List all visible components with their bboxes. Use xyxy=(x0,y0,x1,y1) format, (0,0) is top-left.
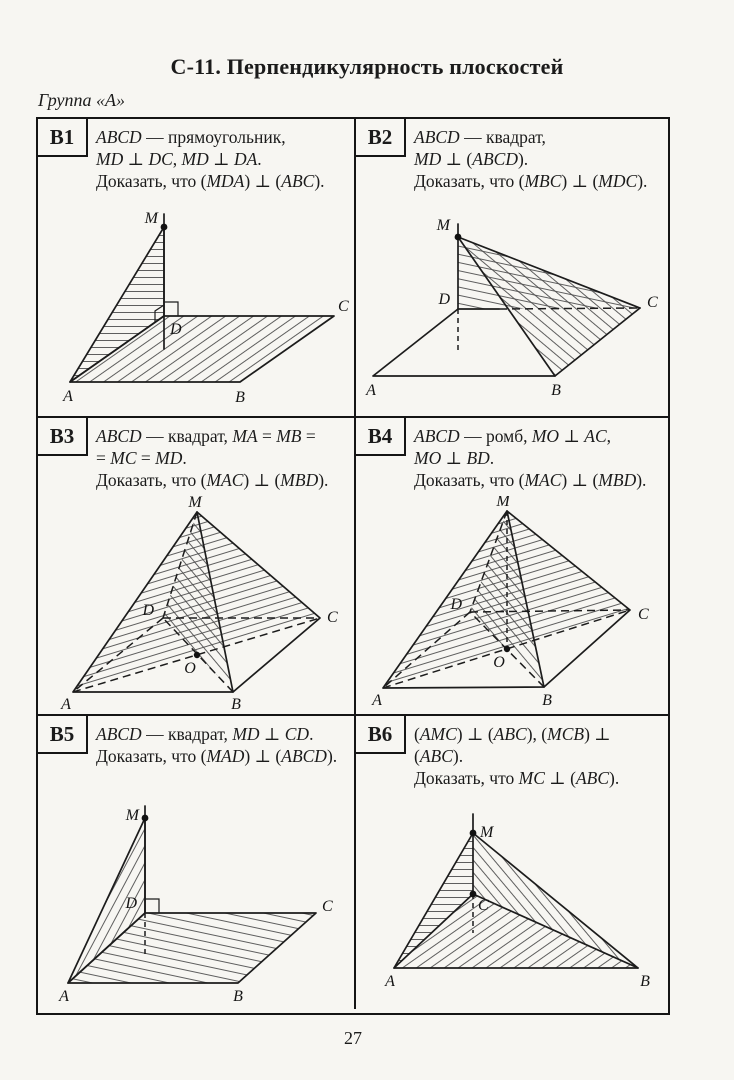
vertex-label-a: A xyxy=(385,973,395,990)
problem-badge-b1: В1 xyxy=(36,117,88,157)
point-o-dot xyxy=(504,646,510,652)
problem-line: Доказать, что (MAC) ⊥ (MBD). xyxy=(414,470,647,490)
figure-b3 xyxy=(40,496,352,714)
vertex-label-a: A xyxy=(366,382,376,399)
vertex-label-a: A xyxy=(61,696,71,713)
point-o-dot xyxy=(194,652,200,658)
problem-badge-b5: В5 xyxy=(36,714,88,754)
vertex-label-m: M xyxy=(436,217,450,234)
problem-card-b2 xyxy=(354,119,668,416)
problem-card-b3 xyxy=(38,416,354,714)
problem-card-b5 xyxy=(38,714,354,1009)
figure-b6 xyxy=(362,796,668,1008)
problem-badge-b2: В2 xyxy=(354,117,406,157)
problems-table xyxy=(36,117,670,1015)
figure-b5 xyxy=(40,796,352,1008)
vertex-label-d: D xyxy=(125,895,137,912)
problem-line: ABCD — квадрат, MA = MB = xyxy=(96,426,316,446)
figure-b2 xyxy=(362,197,668,415)
problem-badge-b3: В3 xyxy=(36,416,88,456)
problem-line: ABCD — ромб, MO ⊥ AC, xyxy=(414,426,612,446)
problem-line: ABCD — квадрат, MD ⊥ CD. xyxy=(96,724,314,744)
point-m-dot xyxy=(455,234,462,241)
vertex-label-b: B xyxy=(233,988,243,1005)
problem-line: ABCD — квадрат, xyxy=(414,127,546,147)
vertex-label-c: C xyxy=(647,294,658,311)
problem-card-b4 xyxy=(354,416,668,714)
problem-text-b3 xyxy=(96,425,348,491)
problem-badge-b6: В6 xyxy=(354,714,406,754)
vertex-label-m: M xyxy=(480,824,494,841)
vertex-label-m: M xyxy=(188,496,202,511)
vertex-label-b: B xyxy=(551,382,561,399)
vertex-label-d: D xyxy=(450,596,462,613)
problem-text-b4 xyxy=(414,425,662,491)
vertex-label-c: C xyxy=(638,606,649,623)
problem-text-b1 xyxy=(96,126,348,192)
vertex-label-d: D xyxy=(170,321,182,338)
group-label: Группа «А» xyxy=(38,90,125,110)
vertex-label-c: C xyxy=(327,609,338,626)
problem-card-b1 xyxy=(38,119,354,416)
vertex-label-o: O xyxy=(184,660,196,677)
problem-line: Доказать, что (MDA) ⊥ (ABC). xyxy=(96,171,325,191)
point-m-dot xyxy=(142,815,149,822)
vertex-label-b: B xyxy=(640,973,650,990)
right-angle-icon xyxy=(164,302,178,316)
problem-line: Доказать, что (MAD) ⊥ (ABCD). xyxy=(96,746,338,766)
problem-text-b5 xyxy=(96,723,348,767)
problem-line: MO ⊥ BD. xyxy=(414,448,495,468)
problem-badge-b4: В4 xyxy=(354,416,406,456)
vertex-label-c: C xyxy=(322,898,333,915)
page-title: С-11. Перпендикулярность плоскостей xyxy=(170,54,564,79)
right-angle-icon xyxy=(145,899,159,913)
figure-b1 xyxy=(40,197,352,415)
problem-line: = MC = MD. xyxy=(96,448,187,468)
problem-card-b6 xyxy=(354,714,668,1009)
problem-line: ABCD — прямоугольник, xyxy=(96,127,286,147)
problem-line: Доказать, что MC ⊥ (ABC). xyxy=(414,768,620,788)
problem-line: (AMC) ⊥ (ABC), (MCB) ⊥ (ABC). xyxy=(414,724,611,766)
vertex-label-d: D xyxy=(438,291,450,308)
vertex-label-b: B xyxy=(542,692,552,709)
vertex-label-m: M xyxy=(144,210,158,227)
vertex-label-a: A xyxy=(63,388,73,405)
vertex-label-m: M xyxy=(125,807,139,824)
vertex-label-b: B xyxy=(231,696,241,713)
problem-line: Доказать, что (MBC) ⊥ (MDC). xyxy=(414,171,648,191)
problem-line: MD ⊥ DC, MD ⊥ DA. xyxy=(96,149,262,169)
vertex-label-b: B xyxy=(235,389,245,406)
vertex-label-c: C xyxy=(478,897,489,914)
vertex-label-a: A xyxy=(372,692,382,709)
problem-line: Доказать, что (MAC) ⊥ (MBD). xyxy=(96,470,329,490)
vertex-label-a: A xyxy=(59,988,69,1005)
problem-text-b6 xyxy=(414,723,662,789)
figure-b4 xyxy=(362,496,668,714)
point-m-dot xyxy=(161,224,168,231)
vertex-label-c: C xyxy=(338,298,349,315)
problem-line: MD ⊥ (ABCD). xyxy=(414,149,529,169)
point-c-dot xyxy=(470,891,477,898)
point-m-dot xyxy=(470,830,477,837)
problem-text-b2 xyxy=(414,126,662,192)
page-number: 27 xyxy=(344,1028,362,1048)
vertex-label-m: M xyxy=(496,496,510,510)
vertex-label-o: O xyxy=(493,654,505,671)
vertex-label-d: D xyxy=(142,602,154,619)
